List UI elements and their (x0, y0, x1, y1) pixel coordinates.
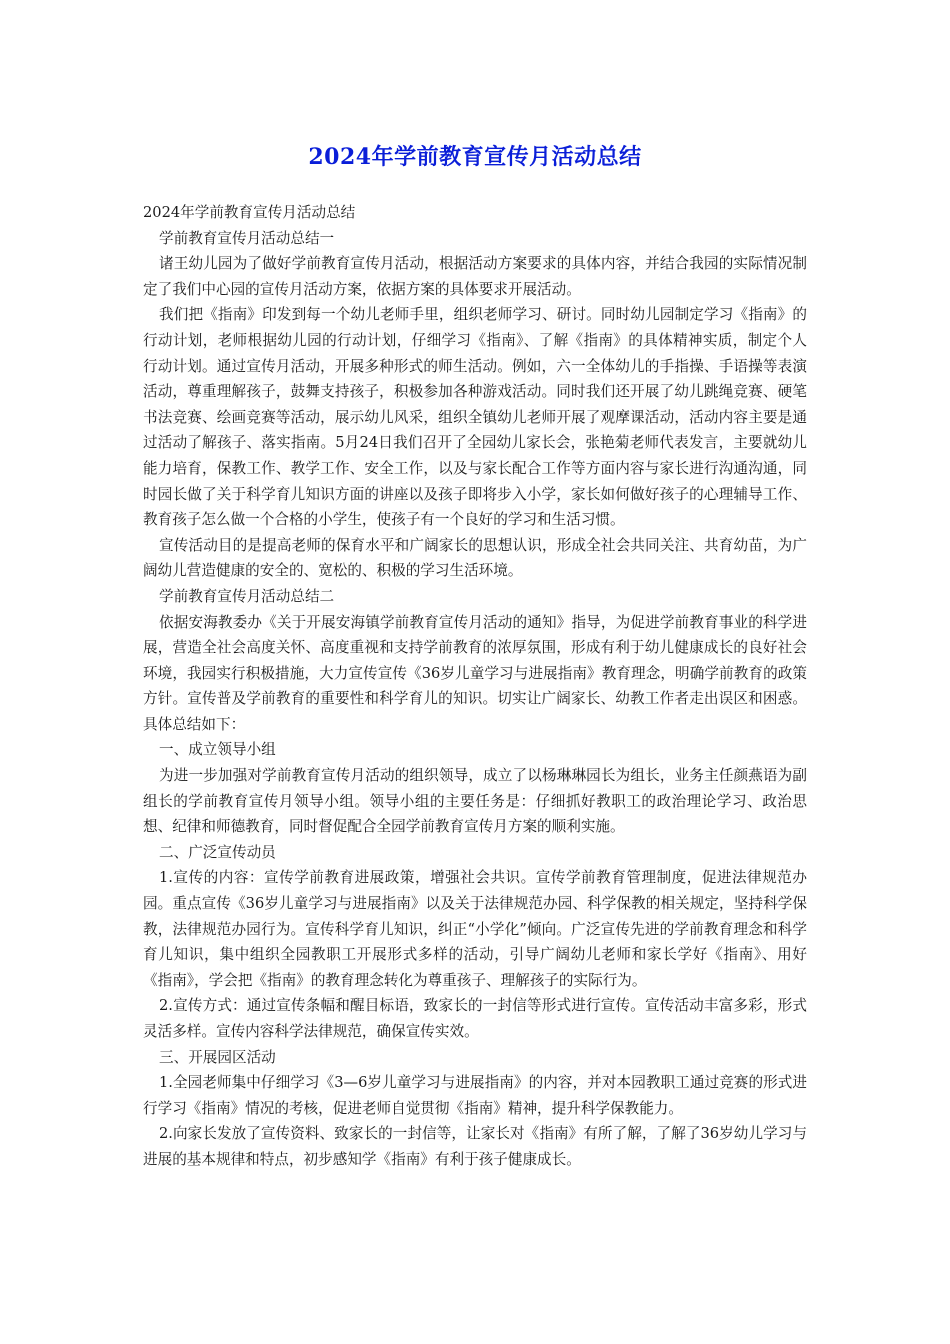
body-paragraph: 1.全园老师集中仔细学习《3—6岁儿童学习与进展指南》的内容，并对本园教职工通过竞赛的形式进行学习《指南》情况的考核，促进老师自觉贯彻《指南》精神，提升科学保教能力。 (143, 1074, 807, 1117)
section-heading-activities: 三、开展园区活动 (159, 1048, 276, 1066)
body-paragraph: 2.向家长发放了宣传资料、致家长的一封信等，让家长对《指南》有所了解，了解了36岁幼儿学习与进展的基本规律和特点，初步感知学《指南》有利于孩子健康成长。 (143, 1125, 807, 1168)
body-paragraph: 依据安海教委办《关于开展安海镇学前教育宣传月活动的通知》指导，为促进学前教育事业的科学进展，营造全社会高度关怀、高度重视和支持学前教育的浓厚氛围，形成有利于幼儿健康成长的良好社会环境，我园实行积极措施，大力宣传宣传《36岁儿童学习与进展指南》教育理念，明确学前教育的政策方针。宣传普及学前教育的重要性和科学育儿的知识。切实让广阔家长、幼教工作者走出误区和困惑。具体总结如下： (143, 613, 807, 733)
body-paragraph: 宣传活动目的是提高老师的保育水平和广阔家长的思想认识，形成全社会共同关注、共育幼苗，为广阔幼儿营造健康的安全的、宽松的、积极的学习生活环境。 (143, 536, 807, 580)
body-paragraph: 为进一步加强对学前教育宣传月活动的组织领导，成立了以杨琳琳园长为组长，业务主任颜燕语为副组长的学前教育宣传月领导小组。领导小组的主要任务是：仔细抓好教职工的政治理论学习、政治思想、纪律和师德教育，同时督促配合全园学前教育宣传月方案的顺利实施。 (143, 767, 807, 836)
body-paragraph: 2.宣传方式：通过宣传条幅和醒目标语，致家长的一封信等形式进行宣传。宣传活动丰富多彩，形式灵活多样。宣传内容科学法律规范，确保宣传实效。 (143, 997, 807, 1040)
body-paragraph: 1.宣传的内容：宣传学前教育进展政策，增强社会共识。宣传学前教育管理制度，促进法律规范办园。重点宣传《36岁儿童学习与进展指南》以及关于法律规范办园、科学保教的相关规定，坚持科学保教，法律规范办园行为。宣传科学育儿知识，纠正“小学化”倾向。广泛宣传先进的学前教育理念和科学育儿知识，集中组织全园教职工开展形式多样的活动，引导广阔幼儿老师和家长学好《指南》、用好《指南》，学会把《指南》的教育理念转化为尊重孩子、理解孩子的实际行为。 (143, 869, 807, 989)
body-paragraph: 我们把《指南》印发到每一个幼儿老师手里，组织老师学习、研讨。同时幼儿园制定学习《指南》的行动计划，老师根据幼儿园的行动计划，仔细学习《指南》、了解《指南》的具体精神实质，制定个人行动计划。通过宣传月活动，开展多种形式的师生活动。例如，六一全体幼儿的手指操、手语操等表演活动，尊重理解孩子，鼓舞支持孩子，积极参加各种游戏活动。同时我们还开展了幼儿跳绳竞赛、硬笔书法竞赛、绘画竞赛等活动，展示幼儿风采，组织全镇幼儿老师开展了观摩课活动，活动内容主要是通过活动了解孩子、落实指南。5月24日我们召开了全园幼儿家长会，张艳菊老师代表发言，主要就幼儿能力培育，保教工作、教学工作、安全工作，以及与家长配合工作等方面内容与家长进行沟通沟通，同时园长做了关于科学育儿知识方面的讲座以及孩子即将步入小学，家长如何做好孩子的心理辅导工作、教育孩子怎么做一个合格的小学生，使孩子有一个良好的学习和生活习惯。 (143, 306, 807, 529)
section-heading-leadership-group: 一、成立领导小组 (159, 741, 276, 759)
body-paragraph: 诸王幼儿园为了做好学前教育宣传月活动，根据活动方案要求的具体内容，并结合我园的实际情况制定了我们中心园的宣传月活动方案，依据方案的具体要求开展活动。 (143, 255, 807, 298)
subtitle-paragraph: 2024年学前教育宣传月活动总结 (143, 204, 356, 221)
section-heading-summary-one: 学前教育宣传月活动总结一 (159, 229, 335, 247)
document-title: 2024年学前教育宣传月活动总结 (308, 144, 642, 170)
section-heading-summary-two: 学前教育宣传月活动总结二 (159, 587, 335, 605)
document-body (143, 200, 807, 1173)
section-heading-publicity: 二、广泛宣传动员 (159, 843, 276, 861)
